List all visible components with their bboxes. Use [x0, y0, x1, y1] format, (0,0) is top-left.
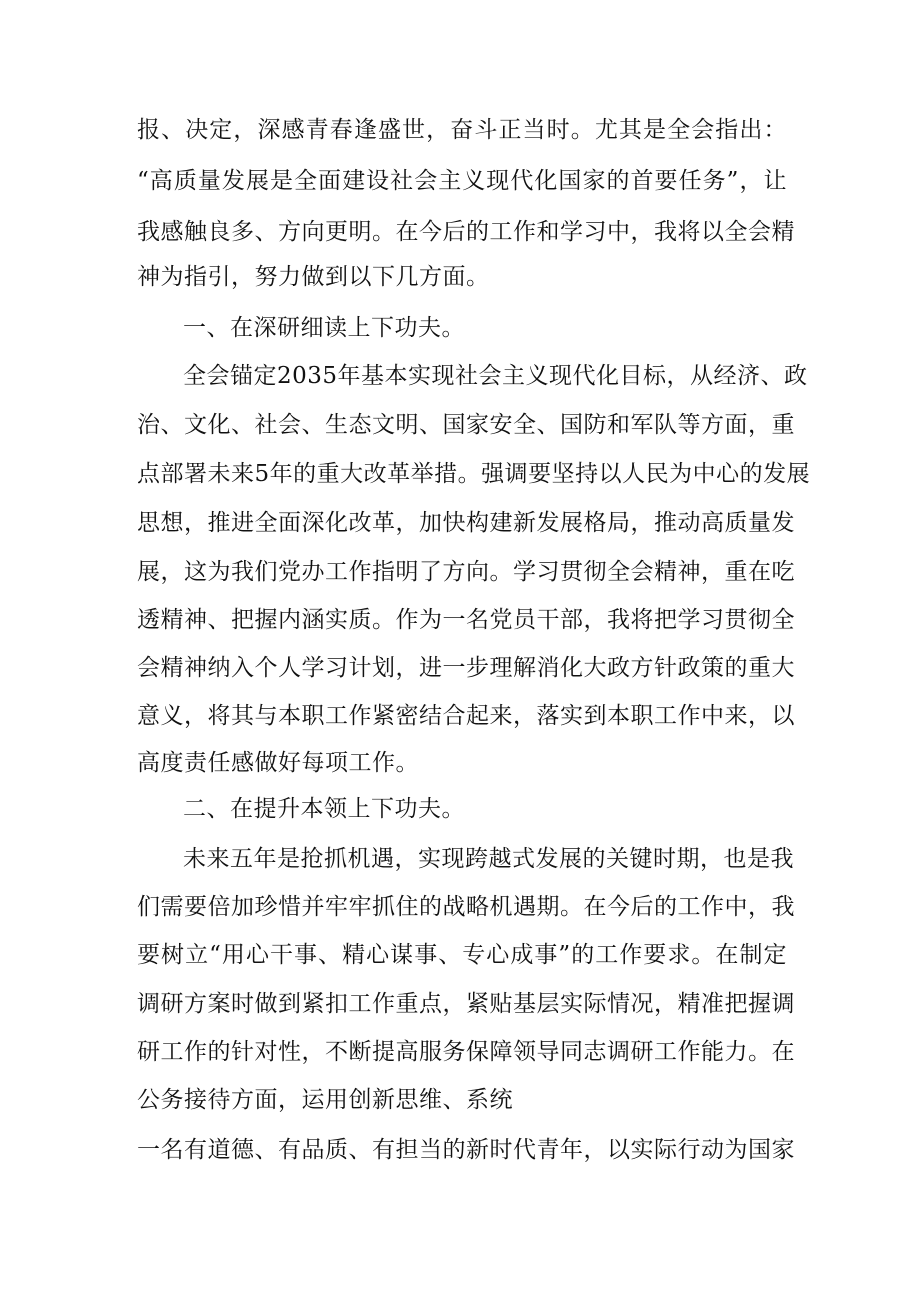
intro-line-4: 神为指引，努力做到以下几方面。 — [137, 264, 490, 290]
section-2-line-4: 调研方案时做到紧扣工作重点，紧贴基层实际情况，精准把握调 — [137, 991, 795, 1017]
section-1-line-7: 会精神纳入个人学习计划，进一步理解消化大政方针政策的重大 — [137, 655, 795, 681]
section-1-line-5: 展，这为我们党办工作指明了方向。学习贯彻全会精神，重在吃 — [137, 559, 795, 585]
section-2-line-5: 研工作的针对性，不断提高服务保障领导同志调研工作能力。在 — [137, 1039, 795, 1065]
intro-line-3: 我感触良多、方向更明。在今后的工作和学习中，我将以全会精 — [137, 219, 795, 245]
section-2-line-1: 未来五年是抢抓机遇，实现跨越式发展的关键时期，也是我 — [183, 846, 794, 872]
section-2-line-6: 公务接待方面，运用创新思维、系统 — [137, 1087, 513, 1113]
section-2-line-3: 要树立“用心干事、精心谋事、专心成事”的工作要求。在制定 — [137, 942, 787, 968]
section-1-line-1: 全会锚定2035年基本实现社会主义现代化目标，从经济、政 — [183, 363, 808, 389]
section-1-heading: 一、在深研细读上下功夫。 — [183, 315, 465, 341]
section-2-line-2: 们需要倍加珍惜并牢牢抓住的战略机遇期。在今后的工作中，我 — [137, 894, 795, 920]
section-2-heading: 二、在提升本领上下功夫。 — [183, 796, 465, 822]
intro-line-2: “高质量发展是全面建设社会主义现代化国家的首要任务”，让 — [137, 168, 787, 194]
section-1-line-4: 思想，推进全面深化改革，加快构建新发展格局，推动高质量发 — [137, 510, 795, 536]
section-1-line-9: 高度责任感做好每项工作。 — [137, 750, 419, 776]
section-1-line-2: 治、文化、社会、生态文明、国家安全、国防和军队等方面，重 — [137, 412, 795, 438]
section-1-line-6: 透精神、把握内涵实质。作为一名党员干部，我将把学习贯彻全 — [137, 607, 795, 633]
trailing-line: 一名有道德、有品质、有担当的新时代青年，以实际行动为国家 — [137, 1137, 795, 1163]
intro-line-1: 报、决定，深感青春逢盛世，奋斗正当时。尤其是全会指出： — [137, 117, 787, 143]
section-1-line-3: 点部署未来5年的重大改革举措。强调要坚持以人民为中心的发展 — [137, 461, 811, 487]
section-1-line-8: 意义，将其与本职工作紧密结合起来，落实到本职工作中来，以 — [137, 703, 795, 729]
